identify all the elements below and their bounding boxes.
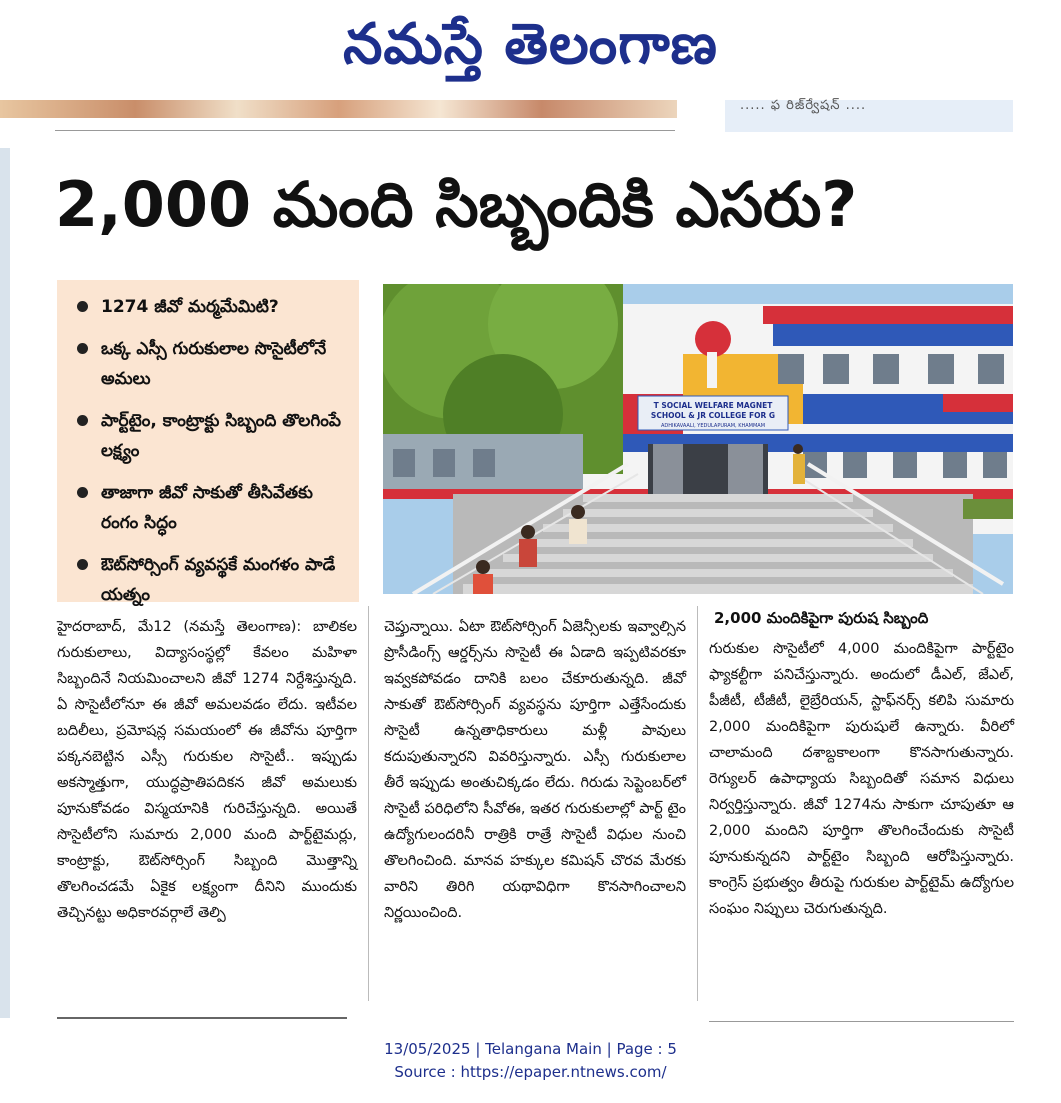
highlight-item: పార్ట్‌టైం, కాంట్రాక్టు సిబ్బంది తొలగింపే లక్ష్యం (75, 406, 349, 466)
footer-source-link[interactable]: Source : https://epaper.ntnews.com/ (394, 1063, 667, 1081)
bullet-icon (77, 559, 88, 570)
top-divider (55, 130, 675, 131)
bottom-rule (709, 1021, 1014, 1022)
highlight-item: తాజాగా జీవో సాకుతో తీసివేతకు రంగం సిద్ధం (75, 478, 349, 538)
column-divider (368, 606, 369, 1001)
article-column-2: చెప్తున్నాయి. ఏటా ఔట్‌సోర్సింగ్ ఏజెన్సీలకు ఇవ్వాల్సిన ప్రొసీడింగ్స్ ఆర్డర్స్‌ను సొసైటీ ఈ ఏడాది ఇప్పటివరకూ ఇవ్వకపోవడం దానికి బలం చేకూరుతున్నది. జీవో సాకుతో ఔట్‌సోర్సింగ్ వ్యవస్థను పూర్తిగా ఎత్తేసేందుకు సొసైటీ ఉన్నతాధికారులు మళ్లీ పావులు కదుపుతున్నారని వివరిస్తున్నారు. ఎస్సీ గురుకులాల తీరే ఇప్పుడు అంతుచిక్కడం లేదు. గిరుడు సెప్టెంబర్‌లో సొసైటీ పరిధిలోని సీవోఈ, ఇతర గురుకులాల్లో పార్ట్ టైం ఉద్యోగులందరినీ రాత్రికి రాత్రే సొసైటీ విధుల నుంచి తొలగించింది. మానవ హక్కుల కమిషన్ చొరవ మేరకు వారిని తిరిగి యథావిధిగా కొనసాగించాలని నిర్ణయించింది. (384, 619, 686, 921)
article-column-3: గురుకుల సొసైటీలో 4,000 మందికిపైగా పార్ట్‌టైం ఫ్యాకల్టీగా పనిచేస్తున్నారు. అందులో డీఎల్, జేఎల్, పీజీటీ, టీజీటీ, లైబ్రేరియన్, స్టాఫ్‌నర్స్ కలిపి సుమారు 2,000 మందికిపైగా పురుషులే ఉన్నారు. వీరిలో చాలామంది దశాబ్దకాలంగా కొనసాగుతున్నారు. రెగ్యులర్ ఉపాధ్యాయ సిబ్బందితో సమాన విధులు నిర్వర్తిస్తున్నారు. జీవో 1274ను సాకుగా చూపుతూ ఆ 2,000 మందిని పూర్తిగా తొలగించేందుకు సొసైటీ పూనుకున్నదని పార్ట్‌టైం సిబ్బంది ఆరోపిస్తున్నారు. కాంగ్రెస్ ప్రభుత్వం తీరుపై గురుకుల పార్ట్‌టైమ్ ఉద్యోగుల సంఘం నిప్పులు చెరుగుతున్నది. (709, 641, 1014, 917)
bullet-icon (77, 487, 88, 498)
top-right-fragment: ..... ఫ రిజ్‌ర్వేషన్ .... (740, 98, 867, 113)
page-footer (0, 1038, 1061, 1084)
sign-line-3: ADHIKAVAALI, YEDULAPURAM, KHAMMAM (660, 423, 766, 429)
school-photo (383, 284, 1013, 594)
highlight-item: ఔట్‌సోర్సింగ్ వ్యవస్థకే మంగళం పాడే యత్నం (75, 550, 349, 610)
column-divider (697, 606, 698, 1001)
bullet-icon (77, 415, 88, 426)
bullet-icon (77, 301, 88, 312)
sign-line-1: T SOCIAL WELFARE MAGNET (653, 401, 773, 410)
footer-edition-line: 13/05/2025 | Telangana Main | Page : 5 (384, 1040, 677, 1058)
article-column-1: హైదరాబాద్, మే12 (నమస్తే తెలంగాణ): బాలికల గురుకులాలు, విద్యాసంస్థల్లో కేవలం మహిళా సిబ్బందినే నియమించాలని జీవో 1274 నిర్దేశిస్తున్నది. ఏ సొసైటీలోనూ ఈ జీవో అమలవడం లేదు. ఇటీవల బదిలీలు, ప్రమోషన్ల సమయంలో ఈ జీవోను పూర్తిగా పక్కనబెట్టిన ఎస్సీ గురుకుల సొసైటీ.. ఇప్పుడు అకస్మాత్తుగా, యుద్ధప్రాతిపదికన జీవో అమలుకు పూనుకోవడం విస్మయానికి గురిచేస్తున్నది. అయితే సొసైటీలోని సుమారు 2,000 మంది పార్ట్‌టైమర్లు, కాంట్రాక్టు, ఔట్‌సోర్సింగ్ సిబ్బంది మొత్తాన్ని తొలగించడమే ఏకైక లక్ష్యంగా దీనిని ముందుకు తెచ్చినట్టు అధికారవర్గాలే తెల్పి (57, 619, 357, 921)
sign-line-2: SCHOOL & JR COLLEGE FOR G (650, 411, 776, 420)
headline: 2,000 మంది సిబ్బందికి ఎసరు? (55, 168, 858, 241)
bottom-rule (57, 1017, 347, 1019)
bullet-icon (77, 343, 88, 354)
highlights-box (57, 280, 359, 605)
masthead (0, 0, 1061, 96)
highlight-item: ఒక్క ఎస్సీ గురుకులాల సొసైటీలోనే అమలు (75, 334, 349, 394)
highlights-list (75, 292, 349, 610)
left-margin-bar (0, 148, 10, 1018)
masthead-title: నమస్తే తెలంగాణ (343, 11, 718, 77)
highlight-item: 1274 జీవో మర్మమేమిటి? (75, 292, 349, 322)
top-photo-strip (0, 100, 677, 118)
column-3-subheading: 2,000 మందికిపైగా పురుష సిబ్బంది (714, 609, 929, 627)
